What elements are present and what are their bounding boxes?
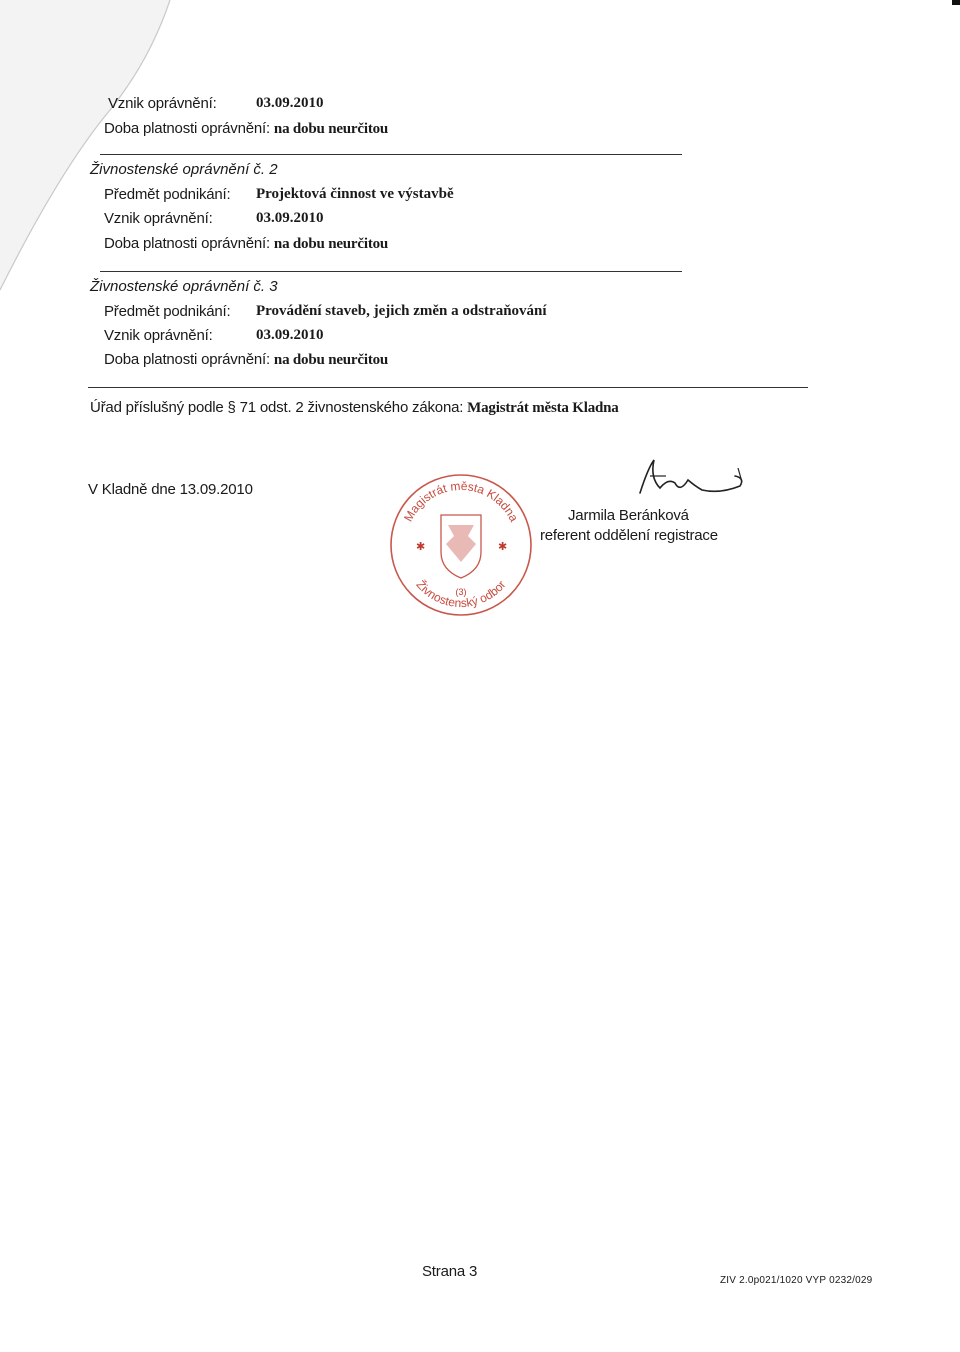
doba-label (104, 120, 388, 138)
licence-2-predmet-value: Projektová činnost ve výstavbě (256, 186, 454, 202)
licence-2-heading: Živnostenské oprávnění č. 2 (90, 161, 278, 178)
licence-3-doba-value: na dobu neurčitou (273, 352, 389, 368)
licence-3-heading: Živnostenské oprávnění č. 3 (90, 278, 278, 295)
official-stamp (386, 470, 536, 620)
svg-text:✱: ✱ (498, 540, 508, 553)
svg-text:✱: ✱ (416, 540, 426, 553)
licence-2-doba-label (104, 235, 388, 253)
stamp-bottom-text: Živnostenský odbor (413, 577, 509, 611)
signature (620, 448, 760, 508)
licence-3-predmet-value: Provádění staveb, jejich změn a odstraňování (256, 303, 547, 319)
licence-3-predmet-label: Předmět podnikání: (104, 303, 231, 320)
licence-2-doba-value: na dobu neurčitou (273, 236, 389, 252)
office-line (90, 399, 619, 417)
stamp-top-text: Magistrát města Kladna (400, 478, 522, 524)
stamp-number: (3) (455, 587, 467, 597)
place-date: V Kladně dne 13.09.2010 (88, 481, 253, 498)
vznik-label: Vznik oprávnění: (108, 95, 217, 112)
office-value: Magistrát města Kladna (467, 400, 619, 416)
licence-2-predmet-label: Předmět podnikání: (104, 186, 231, 203)
document-reference: ZIV 2.0p021/1020 VYP 0232/029 (720, 1275, 873, 1286)
licence-3-vznik-value: 03.09.2010 (256, 327, 324, 343)
licence-2-doba-label-text: Doba platnosti oprávnění: (104, 235, 270, 252)
licence-2-vznik-label: Vznik oprávnění: (104, 210, 213, 227)
licence-3-vznik-label: Vznik oprávnění: (104, 327, 213, 344)
divider-3 (88, 387, 808, 388)
doba-value: na dobu neurčitou (273, 121, 389, 137)
divider-1 (100, 154, 682, 155)
licence-3-doba-label (104, 351, 388, 369)
signatory-position: referent oddělení registrace (540, 527, 718, 544)
signatory-name: Jarmila Beránková (568, 507, 689, 524)
folded-corner (0, 0, 200, 300)
office-label: Úřad příslušný podle § 71 odst. 2 živnostenského zákona: (90, 399, 464, 416)
licence-3-doba-label-text: Doba platnosti oprávnění: (104, 351, 270, 368)
doba-label-text: Doba platnosti oprávnění: (104, 120, 270, 137)
licence-2-vznik-value: 03.09.2010 (256, 210, 324, 226)
page-number: Strana 3 (422, 1263, 478, 1280)
divider-2 (100, 271, 682, 272)
vznik-value: 03.09.2010 (256, 95, 324, 111)
corner-mark (952, 0, 960, 5)
svg-text:Magistrát města Kladna (401, 479, 521, 524)
